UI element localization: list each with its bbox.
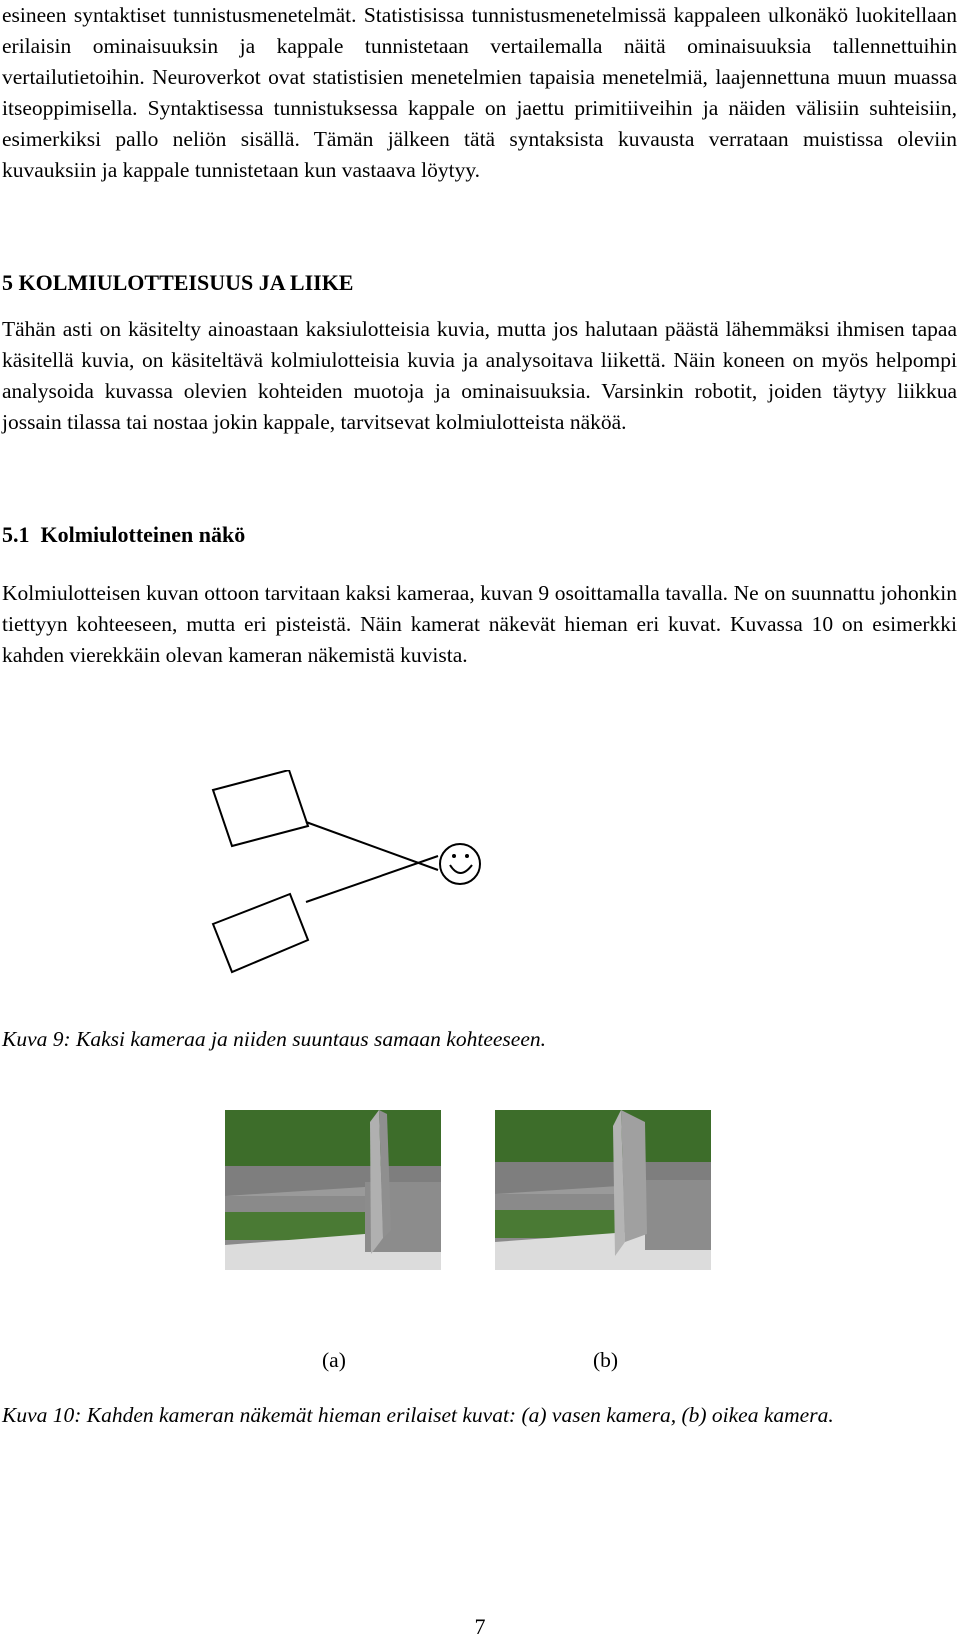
- figure-10a-image: [225, 1110, 441, 1270]
- section-5-heading: 5 KOLMIULOTTEISUUS JA LIIKE: [2, 270, 354, 295]
- smiley-face-icon: [440, 844, 480, 884]
- figure-10b-label: (b): [593, 1348, 619, 1372]
- camera-top: [213, 770, 308, 846]
- figure-9-diagram: [210, 770, 510, 1000]
- camera-bottom: [213, 894, 308, 972]
- figure-9-caption: Kuva 9: Kaksi kameraa ja niiden suuntaus samaan kohteeseen.: [2, 1027, 546, 1051]
- section-5-1-title: Kolmiulotteinen näkö: [40, 522, 246, 547]
- section-5-1-paragraph: Kolmiulotteisen kuvan ottoon tarvitaan kaksi kameraa, kuvan 9 osoittamalla tavalla. Ne on suunnattu johonkin tiettyyn kohteeseen, mutta eri pisteistä. Näin kamerat näkevät hieman eri kuvat. Kuvassa 10 on esimerkki kahden vierekkäin olevan kameran näkemistä kuvista.: [2, 581, 957, 667]
- sightline-bottom: [306, 856, 438, 902]
- section-5-1-heading: [2, 520, 245, 550]
- figure-10-caption: Kuva 10: Kahden kameran näkemät hieman erilaiset kuvat: (a) vasen kamera, (b) oikea kamera.: [2, 1403, 834, 1427]
- figure-10b-image: [495, 1110, 711, 1270]
- page-number: 7: [474, 1614, 486, 1639]
- section-5-1-number: 5.1: [2, 522, 30, 547]
- figure-10a-label: (a): [322, 1348, 346, 1372]
- intro-paragraph: esineen syntaktiset tunnistusmenetelmät. Statistisissa tunnistusmenetelmissä kappaleen ulkonäkö luokitellaan erilaisin ominaisuuksin ja kappale tunnistetaan vertailemalla näitä ominaisuuksia tallennettuihin vertailutietoihin. Neuroverkot ovat statistisien menetelmien tapaisia menetelmiä, laajennettuna muun muassa itseoppimisella. Syntaktisessa tunnistuksessa kappale on jaettu primitiiveihin ja näiden välisiin suhteisiin, esimerkiksi pallo neliön sisällä. Tämän jälkeen tätä syntaksista kuvausta verrataan muistissa oleviin kuvauksiin ja kappale tunnistetaan kun vastaava löytyy.: [2, 3, 957, 182]
- section-5-paragraph: Tähän asti on käsitelty ainoastaan kaksiulotteisia kuvia, mutta jos halutaan päästä lähemmäksi ihmisen tapaa käsitellä kuvia, on käsiteltävä kolmiulotteisia kuvia ja analysoitava liikettä. Näin koneen on myös helpompi analysoida kuvassa olevien kohteiden muotoja ja ominaisuuksia. Varsinkin robotit, joiden täytyy liikkua jossain tilassa tai nostaa jokin kappale, tarvitsevat kolmiulotteista näköä.: [2, 317, 957, 434]
